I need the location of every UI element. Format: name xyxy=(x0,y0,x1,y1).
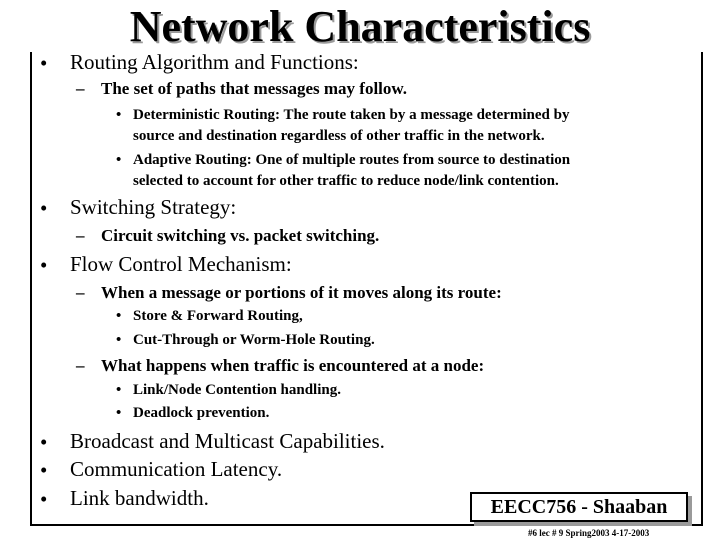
item-broadcast: Broadcast and Multicast Capabilities. xyxy=(70,429,385,453)
bullet-dot: • xyxy=(40,487,48,511)
item-message-moves: When a message or portions of it moves along its route: xyxy=(101,283,502,302)
item-latency: Communication Latency. xyxy=(70,457,283,481)
bullet-dot: • xyxy=(116,382,122,398)
bullet-dot: • xyxy=(40,253,48,277)
lecture-meta: #6 lec # 9 Spring2003 4-17-2003 xyxy=(528,528,650,538)
bullet-dot: • xyxy=(116,308,122,324)
bullet-dot: • xyxy=(116,332,122,348)
bullet-dash: – xyxy=(76,283,85,302)
item-contention-handling: Link/Node Contention handling. xyxy=(133,382,341,398)
item-routing-paths: The set of paths that messages may follow. xyxy=(101,79,407,98)
item-deadlock-prevention: Deadlock prevention. xyxy=(133,405,270,421)
item-adaptive-line2: selected to account for other traffic to reduce node/link contention. xyxy=(133,173,559,189)
item-traffic-encountered: What happens when traffic is encountered at a node: xyxy=(101,356,485,375)
bullet-dot: • xyxy=(116,405,122,421)
item-deterministic-line2: source and destination regardless of other traffic in the network. xyxy=(133,128,545,144)
bullet-dot: • xyxy=(116,152,122,168)
item-switching-types: Circuit switching vs. packet switching. xyxy=(101,226,380,245)
course-footer-label: EECC756 - Shaaban xyxy=(490,496,668,518)
item-store-forward: Store & Forward Routing, xyxy=(133,308,303,324)
item-adaptive-line1: Adaptive Routing: One of multiple routes from source to destination xyxy=(133,152,571,168)
item-flow-control: Flow Control Mechanism: xyxy=(70,252,292,276)
item-deterministic-line1: Deterministic Routing: The route taken by a message determined by xyxy=(133,107,570,123)
bullet-dash: – xyxy=(76,226,85,245)
bullet-dot: • xyxy=(40,430,48,454)
item-routing: Routing Algorithm and Functions: xyxy=(70,50,359,74)
bullet-dot: • xyxy=(40,458,48,482)
course-footer-box xyxy=(470,492,688,522)
bullet-dot: • xyxy=(40,196,48,220)
item-switching: Switching Strategy: xyxy=(70,195,237,219)
item-bandwidth: Link bandwidth. xyxy=(70,486,209,510)
bullet-dash: – xyxy=(76,356,85,375)
bullet-dash: – xyxy=(76,79,85,98)
slide-title xyxy=(0,2,720,52)
bullet-dot: • xyxy=(116,107,122,123)
item-cut-through: Cut-Through or Worm-Hole Routing. xyxy=(133,332,375,348)
slide-title-text: Network Characteristics xyxy=(126,2,595,51)
bullet-dot: • xyxy=(40,51,48,75)
